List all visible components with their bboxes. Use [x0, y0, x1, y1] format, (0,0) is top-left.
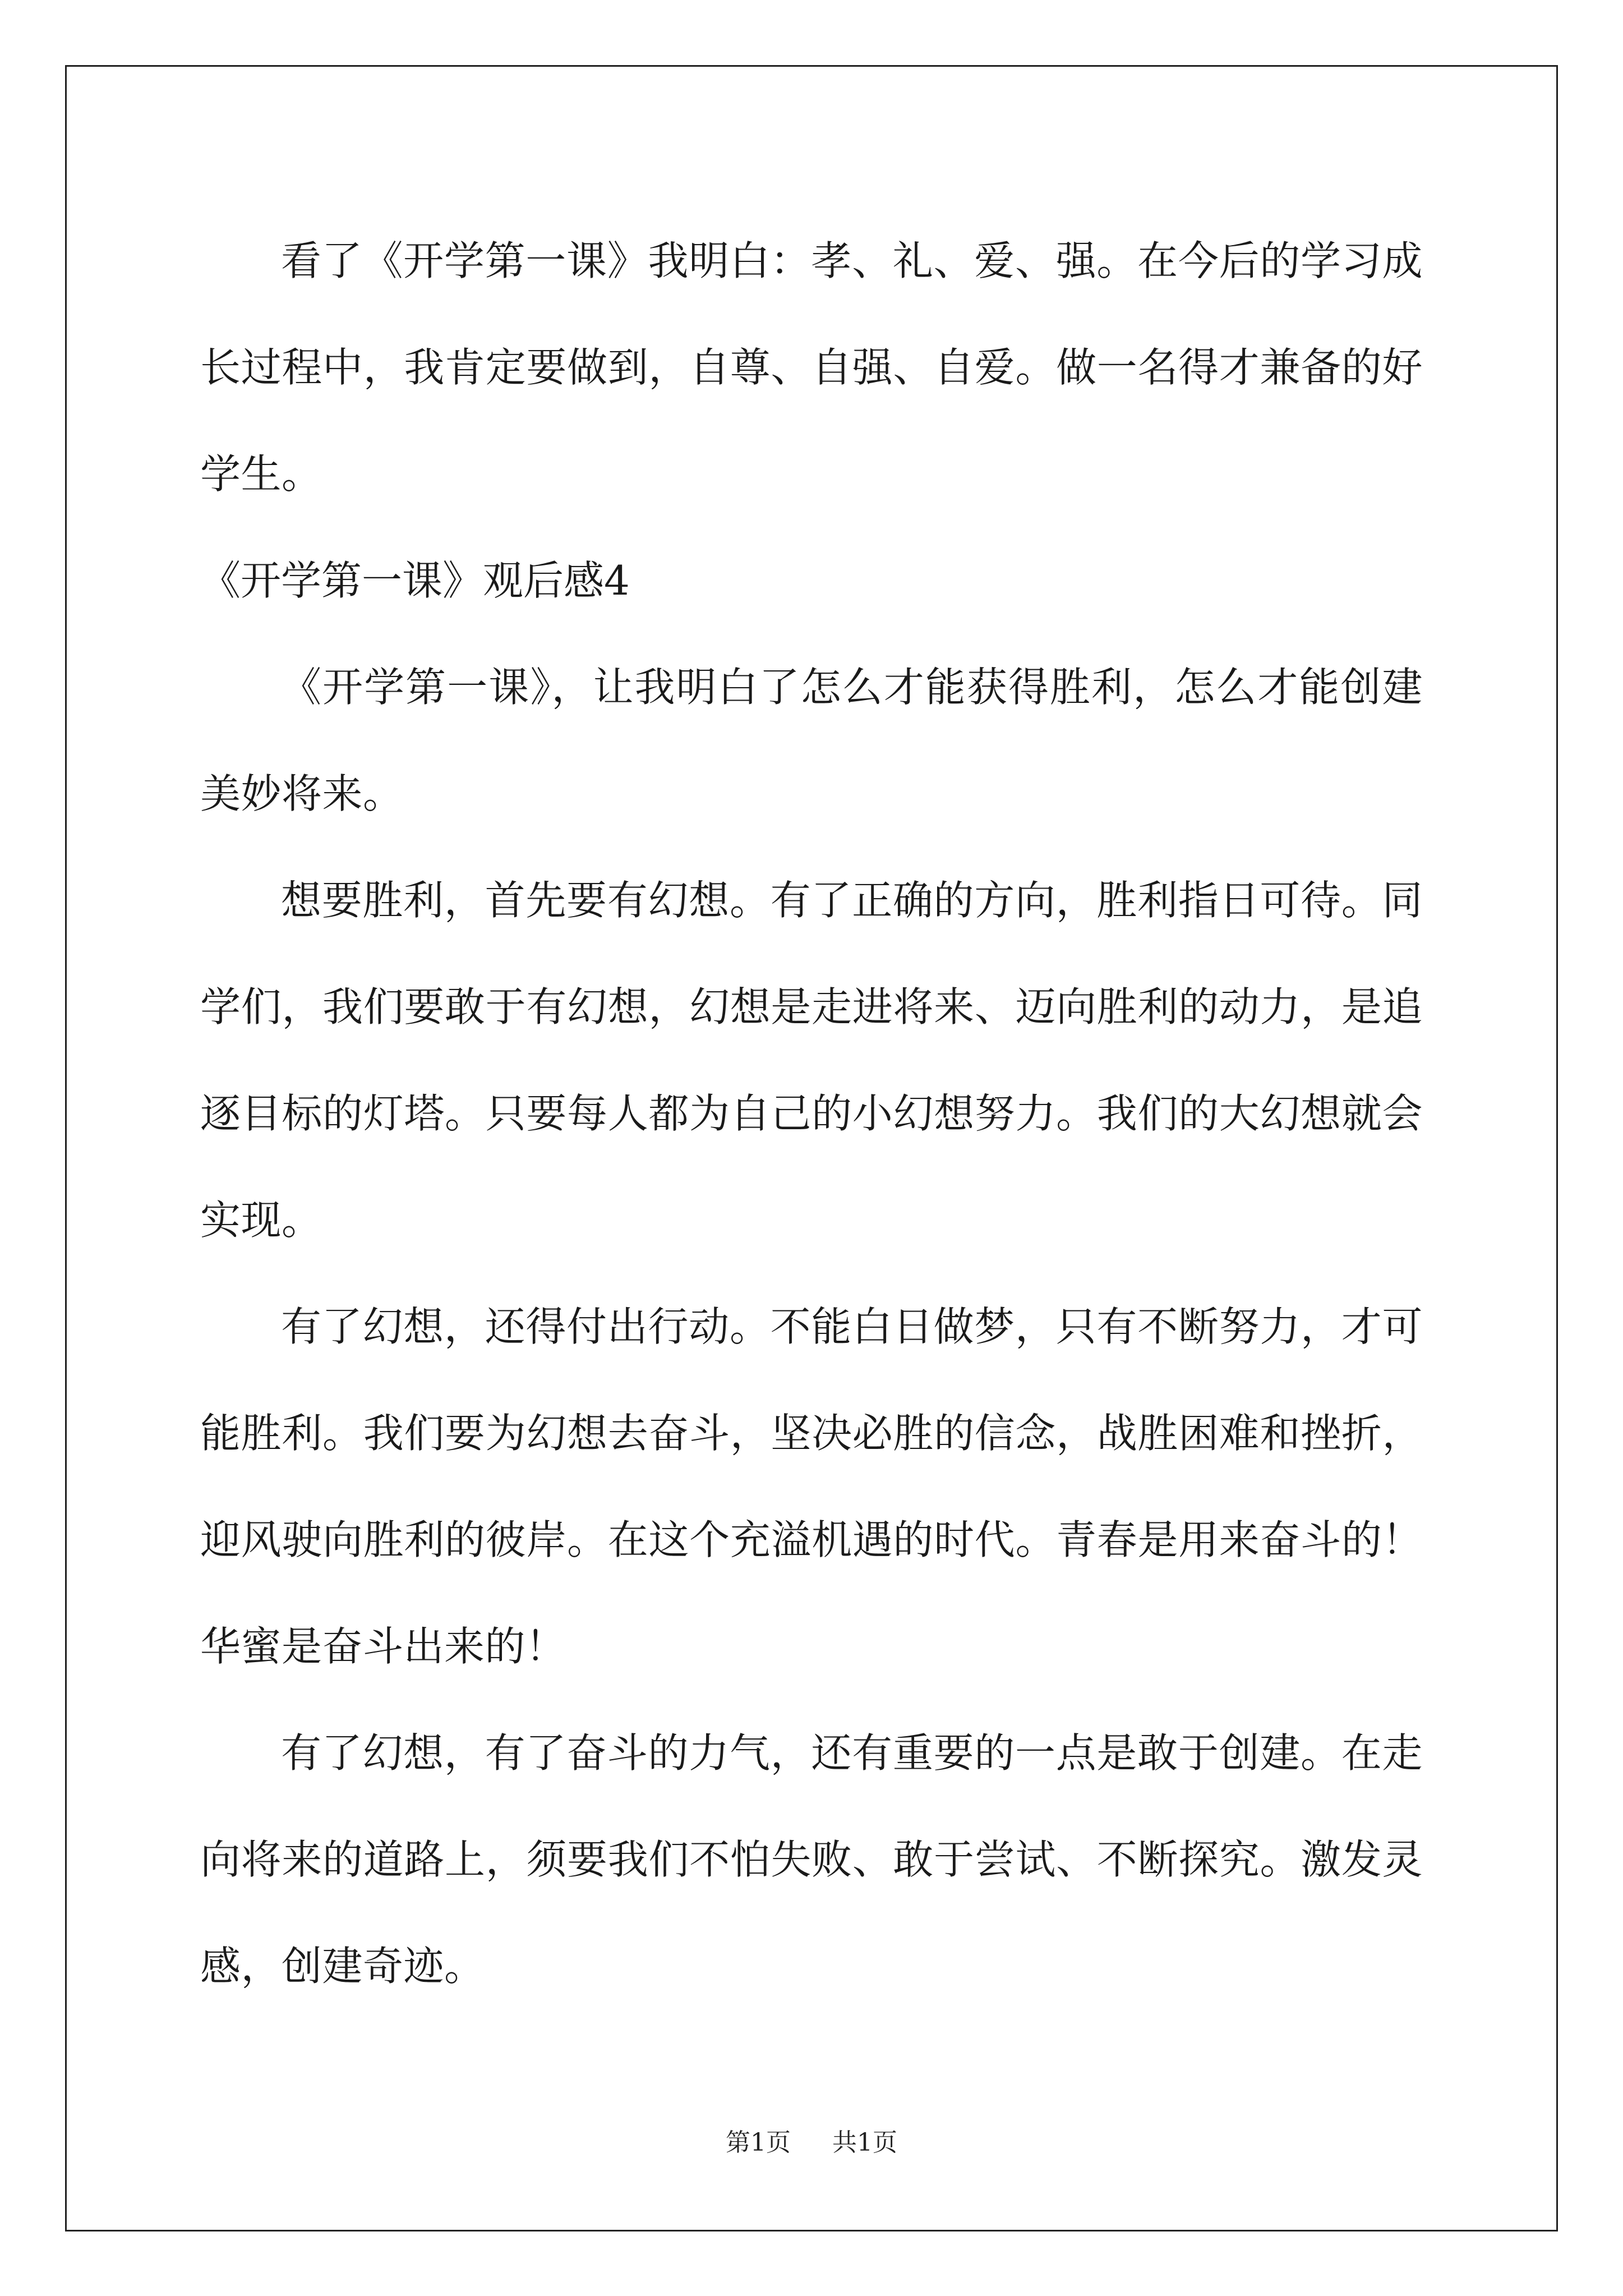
document-body — [200, 208, 1423, 2019]
paragraph: 《开学第一课》，让我明白了怎么才能获得胜利，怎么才能创建美妙将来。 — [200, 664, 1423, 817]
page-total: 共1页 — [832, 2128, 897, 2157]
paragraph: 想要胜利，首先要有幻想。有了正确的方向，胜利指日可待。同学们，我们要敢于有幻想，幻想是走进将来、迈向胜利的动力，是追逐目标的灯塔。只要每人都为自己的小幻想努力。我们的大幻想就会实现。 — [200, 877, 1423, 1244]
section-title: 《开学第一课》观后感4 — [200, 557, 630, 604]
paragraph: 有了幻想，有了奋斗的力气，还有重要的一点是敢于创建。在走向将来的道路上，须要我们不怕失败、敢于尝试、不断探究。激发灵感，创建奇迹。 — [200, 1729, 1423, 1990]
paragraph: 看了《开学第一课》我明白：孝、礼、爱、强。在今后的学习成长过程中，我肯定要做到，自尊、自强、自爱。做一名得才兼备的好学生。 — [200, 237, 1423, 498]
page-number: 第1页 — [726, 2128, 791, 2157]
paragraph: 有了幻想，还得付出行动。不能白日做梦，只有不断努力，才可能胜利。我们要为幻想去奋斗，坚决必胜的信念，战胜困难和挫折，迎风驶向胜利的彼岸。在这个充溢机遇的时代。青春是用来奋斗的！华蜜是奋斗出来的！ — [200, 1303, 1423, 1670]
page-footer — [0, 2126, 1623, 2160]
